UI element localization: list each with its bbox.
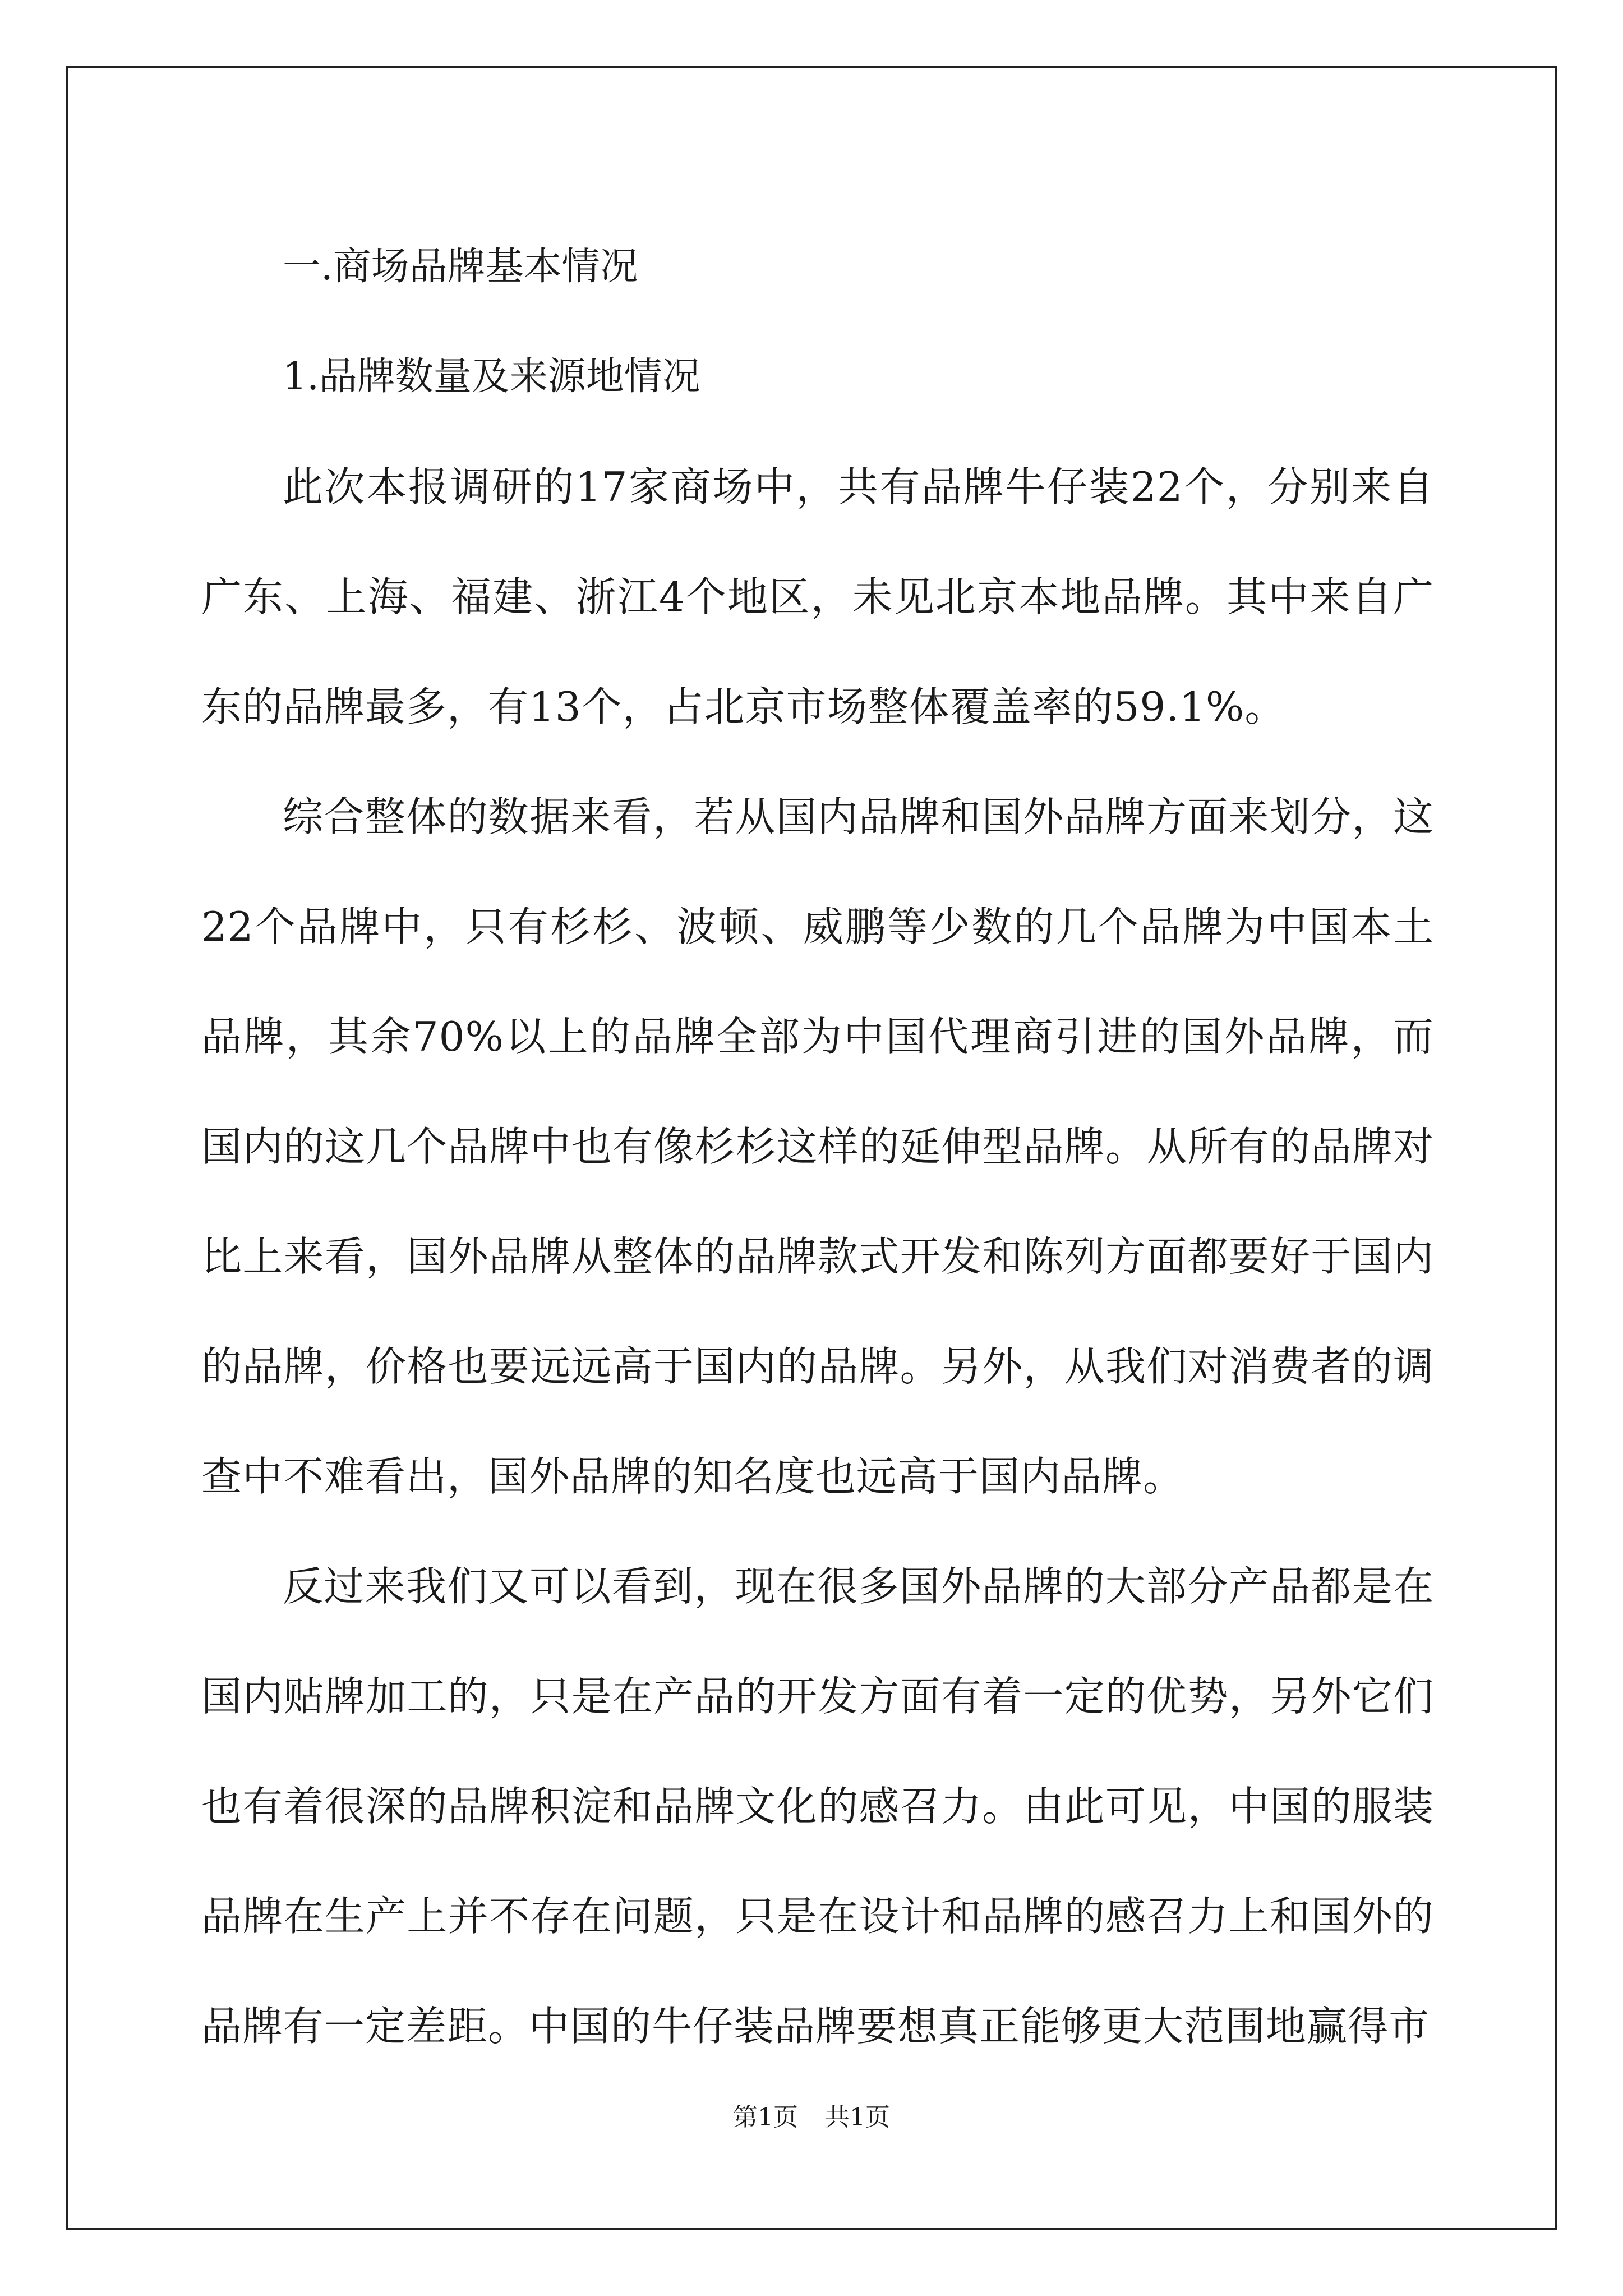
page-number: 第1页	[733, 2103, 798, 2132]
section-heading: 一.商场品牌基本情况	[283, 245, 638, 289]
paragraph-oem-production: 反过来我们又可以看到，现在很多国外品牌的大部分产品都是在国内贴牌加工的，只是在产品的开发方面有着一定的优势，另外它们也有着很深的品牌积淀和品牌文化的感召力。由此可见，中国的服装品牌在生产上并不存在问题，只是在设计和品牌的感召力上和国外的品牌有一定差距。中国的牛仔装品牌要想真正能够更大范围地赢得市	[201, 1563, 1434, 2050]
page-total: 共1页	[825, 2103, 890, 2132]
paragraph-domestic-vs-foreign: 综合整体的数据来看，若从国内品牌和国外品牌方面来划分，这22个品牌中，只有杉杉、波顿、威鹏等少数的几个品牌为中国本土品牌，其余70%以上的品牌全部为中国代理商引进的国外品牌，而国内的这几个品牌中也有像杉杉这样的延伸型品牌。从所有的品牌对比上来看，国外品牌从整体的品牌款式开发和陈列方面都要好于国内的品牌，价格也要远远高于国内的品牌。另外，从我们对消费者的调查中不难看出，国外品牌的知名度也远高于国内品牌。	[201, 793, 1434, 1500]
page-footer	[0, 2097, 1623, 2133]
subsection-heading: 1.品牌数量及来源地情况	[283, 355, 700, 399]
document-body	[201, 212, 1434, 2081]
paragraph-source-regions: 此次本报调研的17家商场中，共有品牌牛仔装22个，分别来自广东、上海、福建、浙江4个地区，未见北京本地品牌。其中来自广东的品牌最多，有13个，占北京市场整体覆盖率的59.1%。	[201, 463, 1434, 730]
